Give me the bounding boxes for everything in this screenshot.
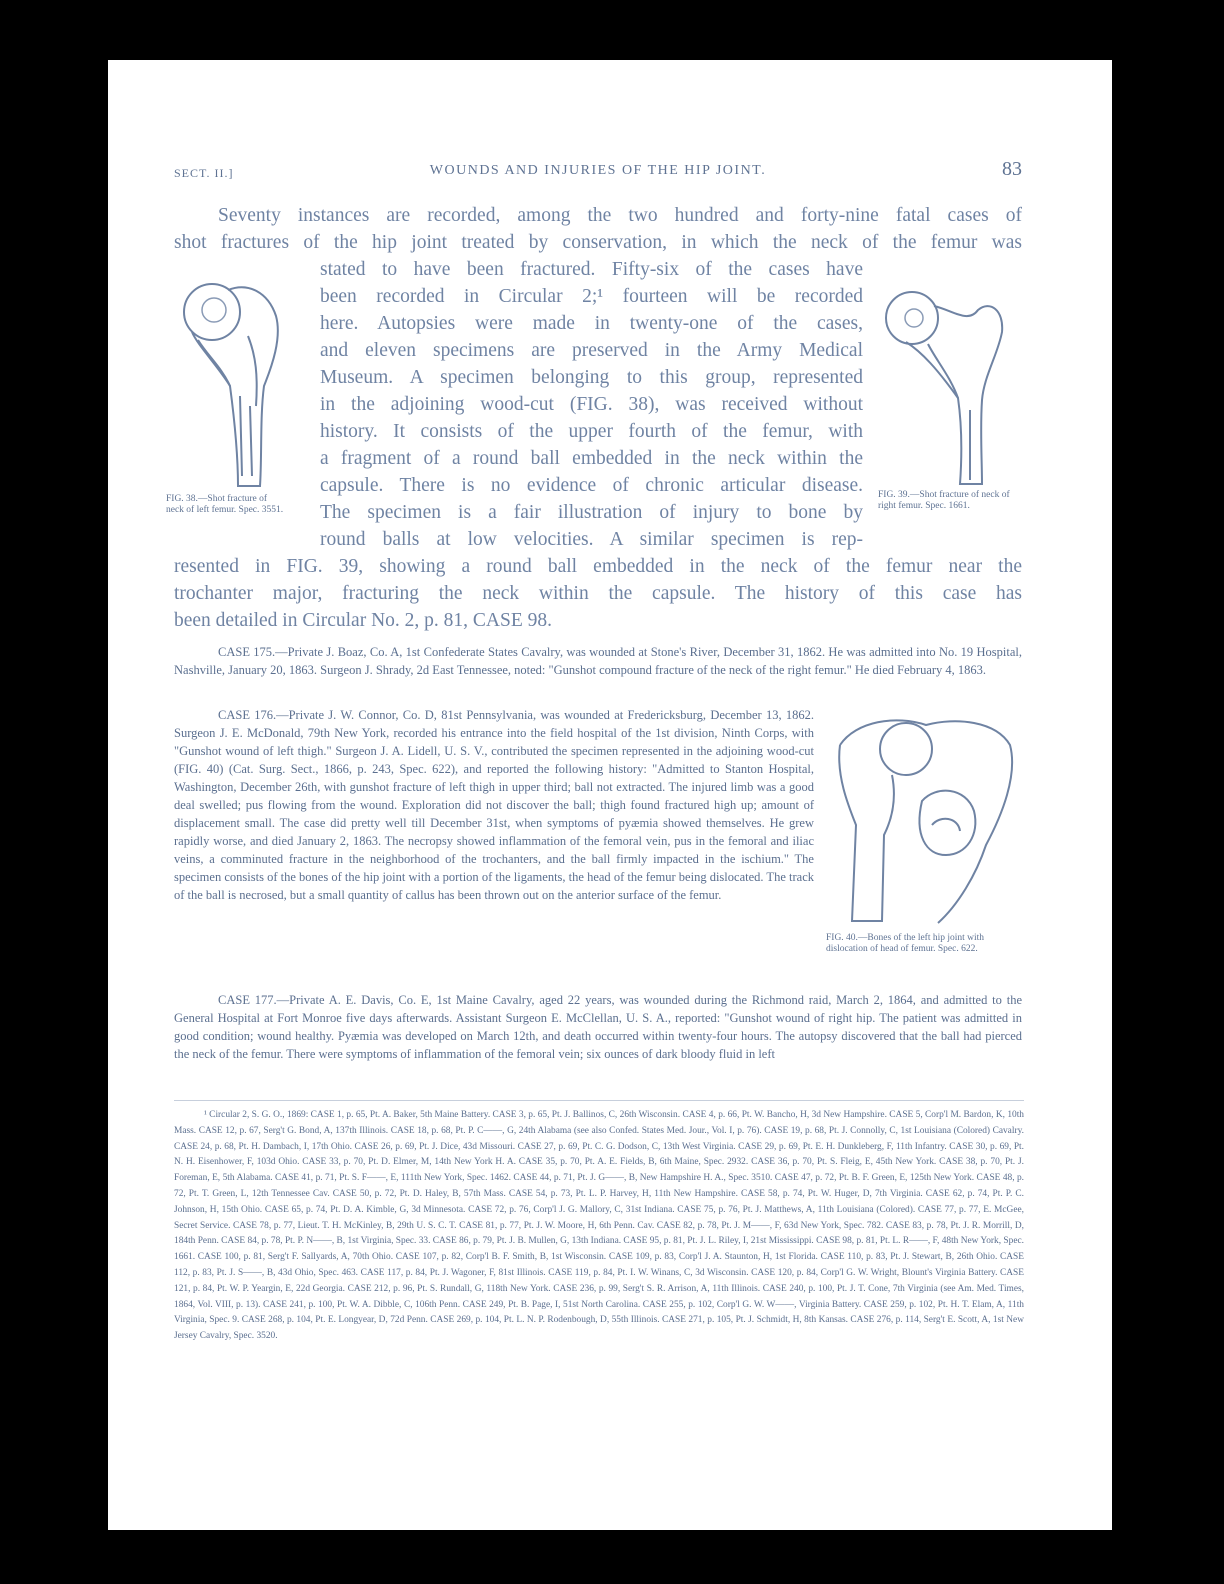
footnote-rule: [174, 1100, 1024, 1101]
page-title: WOUNDS AND INJURIES OF THE HIP JOINT.: [429, 163, 767, 178]
running-header: [174, 158, 1022, 188]
hip-bones-illustration-fig40: [826, 715, 1026, 933]
intro-line: Museum. A specimen belonging to this group, represented: [320, 367, 863, 388]
intro-line: trochanter major, fracturing the neck within the capsule. The history of this case has: [174, 583, 1022, 604]
case-176: CASE 176.—Private J. W. Connor, Co. D, 81st Pennsylvania, was wounded at Fredericksburg, December 13, 1862. Surgeon J. E. McDonald, 79th New York, recorded his entrance into the field hospital of the 1st division, Ninth Corps, with "Gunshot wound of left thigh." Surgeon J. A. Lidell, U. S. V., contributed the specimen represented in the adjoining wood-cut (FIG. 40) (Cat. Surg. Sect., 1866, p. 243, Spec. 622), and reported the following history: "Admitted to Stanton Hospital, Washington, December 26th, with gunshot fracture of left thigh in upper third; ball not extracted. The injured limb was a good deal swelled; pus flowing from the wound. Exploration did not discover the ball; thigh found fractured high up; amount of displacement small. The case did pretty well till December 31st, when symptoms of pyæmia showed themselves. He grew rapidly worse, and died January 2, 1863. The necropsy showed inflammation of the femoral vein, pus in the femoral and iliac veins, a comminuted fracture in the neighborhood of the trochanters, and the ball firmly impacted in the ischium." The specimen consists of the bones of the hip joint with a portion of the ligaments, the head of the femur being dislocated. The track of the ball is necrosed, but a small quantity of callus has been thrown out on the anterior surface of the femur.: [174, 708, 814, 902]
footnote: ¹ Circular 2, S. G. O., 1869: CASE 1, p. 65, Pt. A. Baker, 5th Maine Battery. CASE 3, p. 65, Pt. J. Ballinos, C, 26th Wisconsin. CASE 4, p. 66, Pt. W. Bancho, H, 3d New Hampshire. CASE 5, Corp'l M. Bardon, K, 10th Mass. CASE 12, p. 67, Serg't G. Bond, A, 137th Illinois. CASE 18, p. 68, Pt. P. C——, G, 24th Alabama (see also Confed. States Med. Jour., Vol. I, p. 76). CASE 19, p. 68, Pt. J. Connolly, C, 1st Louisiana (Colored) Cavalry. CASE 24, p. 68, Pt. H. Dambach, I, 17th Ohio. CASE 26, p. 69, Pt. J. Dice, 43d Missouri. CASE 27, p. 69, Pt. C. G. Dodson, C, 13th West Virginia. CASE 29, p. 69, Pt. E. H. Dunkleberg, F, 11th Infantry. CASE 30, p. 69, Pt. N. H. Eisenhower, F, 103d Ohio. CASE 33, p. 70, Pt. D. Elmer, M, 14th New York H. A. CASE 35, p. 70, Pt. A. E. Fields, B, 6th Maine, Spec. 2932. CASE 36, p. 70, Pt. S. Fleig, E, 45th New York. CASE 38, p. 70, Pt. J. Foreman, E, 5th Alabama. CASE 41, p. 71, Pt. S. F——, E, 111th New York, Spec. 1462. CASE 44, p. 71, Pt. J. G——, B, New Hampshire H. A., Spec. 3510. CASE 47, p. 72, Pt. B. F. Green, E, 125th New York. CASE 48, p. 72, Pt. T. Green, L, 12th Tennessee Cav. CASE 50, p. 72, Pt. D. Haley, B, 57th Mass. CASE 54, p. 73, Pt. L. P. Harvey, H, 11th New Hampshire. CASE 58, p. 74, Pt. W. Huger, D, 7th Virginia. CASE 62, p. 74, Pt. P. C. Johnson, H, 15th Ohio. CASE 65, p. 74, Pt. D. A. Kimble, G, 3d Minnesota. CASE 72, p. 76, Corp'l J. G. Mallory, C, 31st Indiana. CASE 75, p. 76, Pt. J. Matthews, A, 11th Louisiana (Colored). CASE 77, p. 77, E. McGee, Secret Service. CASE 78, p. 77, Lieut. T. H. McKinley, B, 29th U. S. C. T. CASE 81, p. 77, Pt. J. W. Moore, H, 6th Penn. Cav. CASE 82, p. 78, Pt. J. M——, F, 63d New York, Spec. 782. CASE 83, p. 78, Pt. J. R. Morrill, D, 184th Penn. CASE 84, p. 78, Pt. P. N——, B, 1st Virginia, Spec. 33. CASE 86, p. 79, Pt. J. B. Mullen, G, 13th Indiana. CASE 95, p. 81, Pt. J. L. Riley, I, 21st Mississippi. CASE 98, p. 81, Pt. L. R——, F, 48th New York, Spec. 1661. CASE 100, p. 81, Serg't F. Sallyards, A, 70th Ohio. CASE 107, p. 82, Corp'l B. F. Smith, B, 1st Wisconsin. CASE 109, p. 83, Corp'l J. A. Staunton, H, 1st Florida. CASE 110, p. 83, Pt. J. Stewart, B, 26th Ohio. CASE 112, p. 83, Pt. J. S——, B, 43d Ohio, Spec. 463. CASE 117, p. 84, Pt. J. Wagoner, F, 81st Illinois. CASE 119, p. 84, Pt. I. W. Winans, C, 3d Wisconsin. CASE 120, p. 84, Corp'l G. W. Wright, Blount's Virginia Battery. CASE 121, p. 84, Pt. W. P. Yeargin, E, 22d Georgia. CASE 212, p. 96, Pt. S. Rundall, G, 118th New York. CASE 236, p. 99, Serg't S. R. Arrison, A, 11th Illinois. CASE 240, p. 100, Pt. J. T. Cone, 7th Virginia (see Am. Med. Times, 1864, Vol. VIII, p. 13). CASE 241, p. 100, Pt. W. A. Dibble, C, 106th Penn. CASE 249, Pt. B. Page, I, 51st North Carolina. CASE 255, p. 102, Corp'l G. W. W——, Virginia Battery. CASE 259, p. 102, Pt. H. T. Elam, A, 11th Virginia, Spec. 9. CASE 268, p. 104, Pt. E. Longyear, D, 72d Penn. CASE 269, p. 104, Pt. L. N. P. Rodenbough, D, 55th Illinois. CASE 271, p. 105, Pt. J. Schmidt, H, 8th Kansas. CASE 276, p. 114, Serg't E. Scott, A, 1st New Jersey Cavalry, Spec. 3520.: [174, 1110, 1024, 1342]
figure-caption: FIG. 39.—Shot fracture of neck of right femur. Spec. 1661.: [878, 490, 1010, 511]
intro-line: been recorded in Circular 2;¹ fourteen will be recorded: [320, 286, 863, 307]
intro-line: Seventy instances are recorded, among the two hundred and forty-nine fatal cases of: [218, 205, 1022, 226]
section-label: SECT. II.]: [174, 166, 234, 180]
intro-line: and eleven specimens are preserved in the Army Medical: [320, 340, 863, 361]
intro-line: The specimen is a fair illustration of injury to bone by: [320, 502, 863, 523]
intro-line: been detailed in Circular No. 2, p. 81, CASE 98.: [174, 610, 553, 631]
figure-caption: FIG. 40.—Bones of the left hip joint with dislocation of head of femur. Spec. 622.: [826, 933, 985, 954]
intro-line: stated to have been fractured. Fifty-six of the cases have: [320, 259, 863, 280]
femur-illustration-fig39: [878, 280, 1018, 490]
intro-bottom: [174, 553, 1022, 634]
femur-illustration-fig38: [168, 276, 288, 494]
intro-line: round balls at low velocities. A similar specimen is rep-: [320, 529, 863, 550]
figure-40: [826, 715, 1028, 955]
intro-line: capsule. There is no evidence of chronic articular disease.: [320, 475, 863, 496]
document-page: [108, 60, 1112, 1530]
intro-line: resented in FIG. 39, showing a round ball embedded in the neck of the femur near the: [174, 556, 1022, 577]
intro-middle: [320, 256, 863, 553]
figure-39: [878, 280, 1026, 512]
intro-line: a fragment of a round ball embedded in the neck within the: [320, 448, 863, 469]
figure-38: [168, 276, 298, 516]
figure-caption: FIG. 38.—Shot fracture of neck of left femur. Spec. 3551.: [166, 494, 284, 515]
case-177: CASE 177.—Private A. E. Davis, Co. E, 1st Maine Cavalry, aged 22 years, was wounded during the Richmond raid, March 2, 1864, and admitted to the General Hospital at Fort Monroe five days afterwards. Assistant Surgeon E. McClellan, U. S. A., reported: "Gunshot wound of right hip. The patient was admitted in good condition; wound healthy. Pyæmia was developed on March 12th, and death occurred within twenty-four hours. The autopsy discovered that the ball had pierced the neck of the femur. There were symptoms of inflammation of the femoral vein; six ounces of dark bloody fluid in left: [174, 993, 1022, 1061]
page-number: 83: [1002, 158, 1022, 180]
case-175: CASE 175.—Private J. Boaz, Co. A, 1st Confederate States Cavalry, was wounded at Stone's River, December 31, 1862. He was admitted into No. 19 Hospital, Nashville, January 20, 1863. Surgeon J. Shrady, 2d East Tennessee, noted: "Gunshot compound fracture of the neck of the right femur." He died February 4, 1863.: [174, 645, 1022, 677]
intro-line: shot fractures of the hip joint treated by conservation, in which the neck of the femur was: [174, 232, 1022, 253]
intro-line: history. It consists of the upper fourth of the femur, with: [320, 421, 863, 442]
intro-line: in the adjoining wood-cut (FIG. 38), was received without: [320, 394, 863, 415]
intro-line: here. Autopsies were made in twenty-one of the cases,: [320, 313, 863, 334]
intro-top: [174, 202, 1022, 256]
